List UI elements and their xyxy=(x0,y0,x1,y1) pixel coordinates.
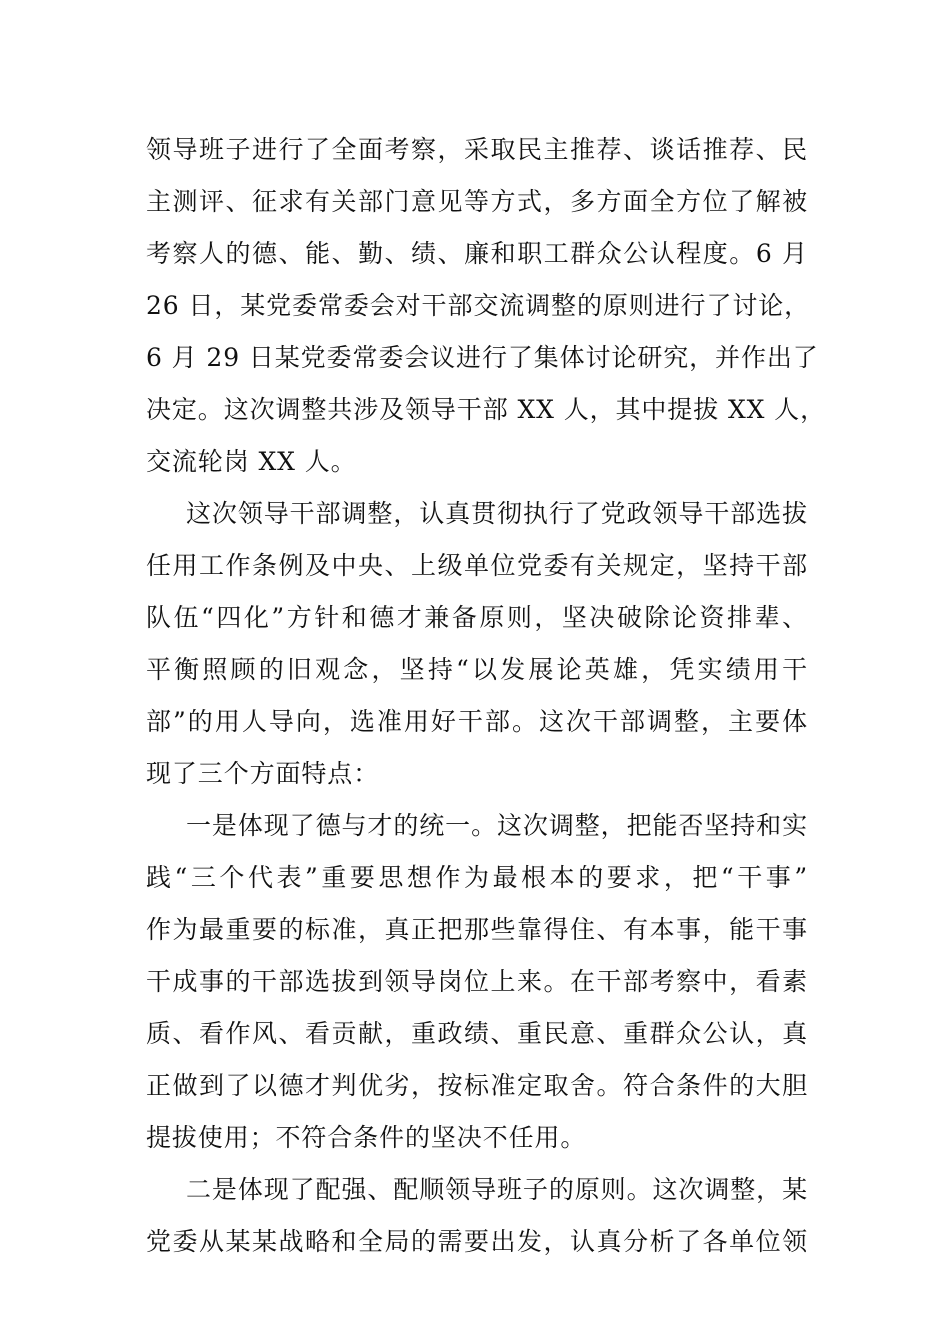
paragraph-first-line: 一是体现了德与才的统一。这次调整，把能否坚持和实 xyxy=(186,811,808,840)
text-line: 主测评、征求有关部门意见等方式，多方面全方位了解被 xyxy=(146,187,808,216)
paragraph-first-line: 二是体现了配强、配顺领导班子的原则。这次调整，某 xyxy=(186,1175,808,1204)
text-line: 26 日，某党委常委会对干部交流调整的原则进行了讨论， xyxy=(146,291,811,320)
text-line: 交流轮岗 XX 人。 xyxy=(146,447,357,476)
text-line: 提拔使用；不符合条件的坚决不任用。 xyxy=(146,1123,587,1152)
text-line: 正做到了以德才判优劣，按标准定取舍。符合条件的大胆 xyxy=(146,1071,808,1100)
paragraph-first-line: 这次领导干部调整，认真贯彻执行了党政领导干部选拔 xyxy=(186,499,808,528)
text-line: 6 月 29 日某党委常委会议进行了集体讨论研究，并作出了 xyxy=(146,343,819,372)
text-line: 领导班子进行了全面考察，采取民主推荐、谈话推荐、民 xyxy=(146,135,808,164)
text-line: 践“三个代表”重要思想作为最根本的要求，把“干事” xyxy=(146,863,808,892)
text-line: 队伍“四化”方针和德才兼备原则，坚决破除论资排辈、 xyxy=(146,603,808,632)
text-line: 干成事的干部选拔到领导岗位上来。在干部考察中，看素 xyxy=(146,967,808,996)
text-line: 作为最重要的标准，真正把那些靠得住、有本事，能干事 xyxy=(146,915,808,944)
text-line: 平衡照顾的旧观念，坚持“以发展论英雄，凭实绩用干 xyxy=(146,655,808,684)
text-line: 现了三个方面特点： xyxy=(146,759,380,788)
text-line: 党委从某某战略和全局的需要出发，认真分析了各单位领 xyxy=(146,1227,808,1256)
text-line: 部”的用人导向，选准用好干部。这次干部调整，主要体 xyxy=(146,707,808,736)
text-line: 任用工作条例及中央、上级单位党委有关规定，坚持干部 xyxy=(146,551,808,580)
document-body xyxy=(146,124,826,1268)
text-line: 决定。这次调整共涉及领导干部 XX 人，其中提拔 XX 人， xyxy=(146,395,826,424)
text-line: 质、看作风、看贡献，重政绩、重民意、重群众公认，真 xyxy=(146,1019,808,1048)
text-line: 考察人的德、能、勤、绩、廉和职工群众公认程度。6 月 xyxy=(146,239,808,268)
